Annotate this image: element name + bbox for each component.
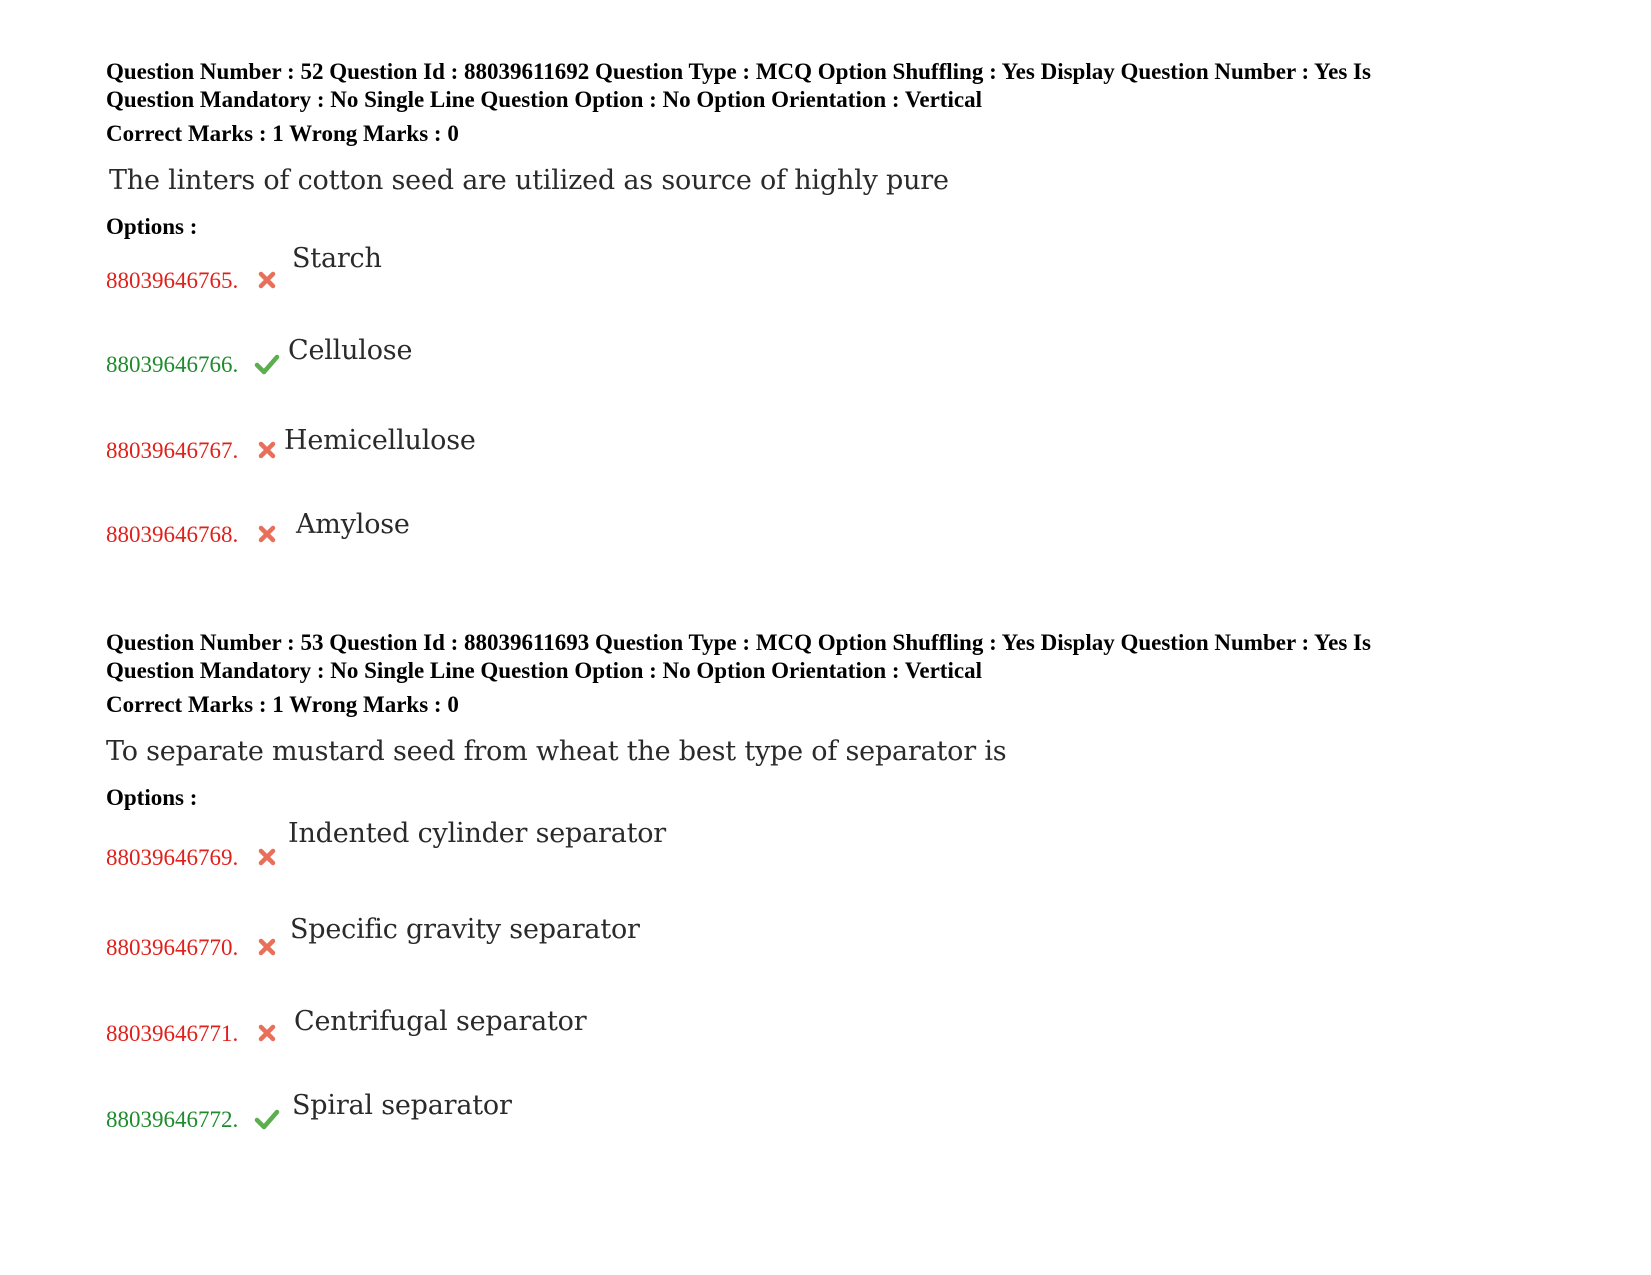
option-text: Indented cylinder separator (288, 818, 667, 849)
option-id: 88039646767. (106, 438, 239, 463)
option-id: 88039646770. (106, 935, 239, 960)
option-text: Cellulose (288, 335, 413, 366)
option-text: Starch (292, 243, 382, 274)
option-text: Specific gravity separator (290, 914, 640, 945)
option-row (106, 481, 1546, 565)
option-row (106, 888, 1546, 978)
option-id: 88039646768. (106, 522, 239, 547)
options-label: Options : (106, 785, 198, 810)
cross-icon (256, 936, 278, 958)
option-text: Hemicellulose (284, 425, 476, 456)
question-block (106, 629, 1546, 1150)
option-row (106, 978, 1546, 1064)
option-row (106, 395, 1546, 481)
question-marks: Correct Marks : 1 Wrong Marks : 0 (106, 692, 459, 717)
cross-icon (256, 523, 278, 545)
question-block (106, 58, 1546, 565)
question-meta-line2: Question Mandatory : No Single Line Question Option : No Option Orientation : Vertical (106, 658, 982, 683)
cross-icon (256, 269, 278, 291)
question-text: To separate mustard seed from wheat the best type of separator is (106, 736, 1007, 767)
check-icon (254, 353, 280, 375)
option-id: 88039646769. (106, 845, 239, 870)
options-label: Options : (106, 214, 198, 239)
option-text: Centrifugal separator (294, 1006, 587, 1037)
cross-icon (256, 439, 278, 461)
question-meta-line2: Question Mandatory : No Single Line Question Option : No Option Orientation : Vertical (106, 87, 982, 112)
question-marks: Correct Marks : 1 Wrong Marks : 0 (106, 121, 459, 146)
question-meta-line1: Question Number : 52 Question Id : 88039611692 Question Type : MCQ Option Shuffling : Yes Display Question Number : Yes Is (106, 59, 1371, 84)
question-meta-line1: Question Number : 53 Question Id : 88039611693 Question Type : MCQ Option Shuffling : Yes Display Question Number : Yes Is (106, 630, 1371, 655)
option-row (106, 812, 1546, 888)
question-meta (106, 58, 1546, 114)
option-row (106, 241, 1546, 311)
option-text: Spiral separator (292, 1090, 512, 1121)
option-id: 88039646765. (106, 268, 239, 293)
option-row (106, 1064, 1546, 1150)
option-id: 88039646772. (106, 1107, 239, 1132)
question-text: The linters of cotton seed are utilized as source of highly pure (109, 165, 949, 196)
option-id: 88039646771. (106, 1021, 239, 1046)
cross-icon (256, 846, 278, 868)
question-meta (106, 629, 1546, 685)
option-row (106, 311, 1546, 395)
check-icon (254, 1108, 280, 1130)
cross-icon (256, 1022, 278, 1044)
option-id: 88039646766. (106, 352, 239, 377)
option-text: Amylose (296, 509, 410, 540)
